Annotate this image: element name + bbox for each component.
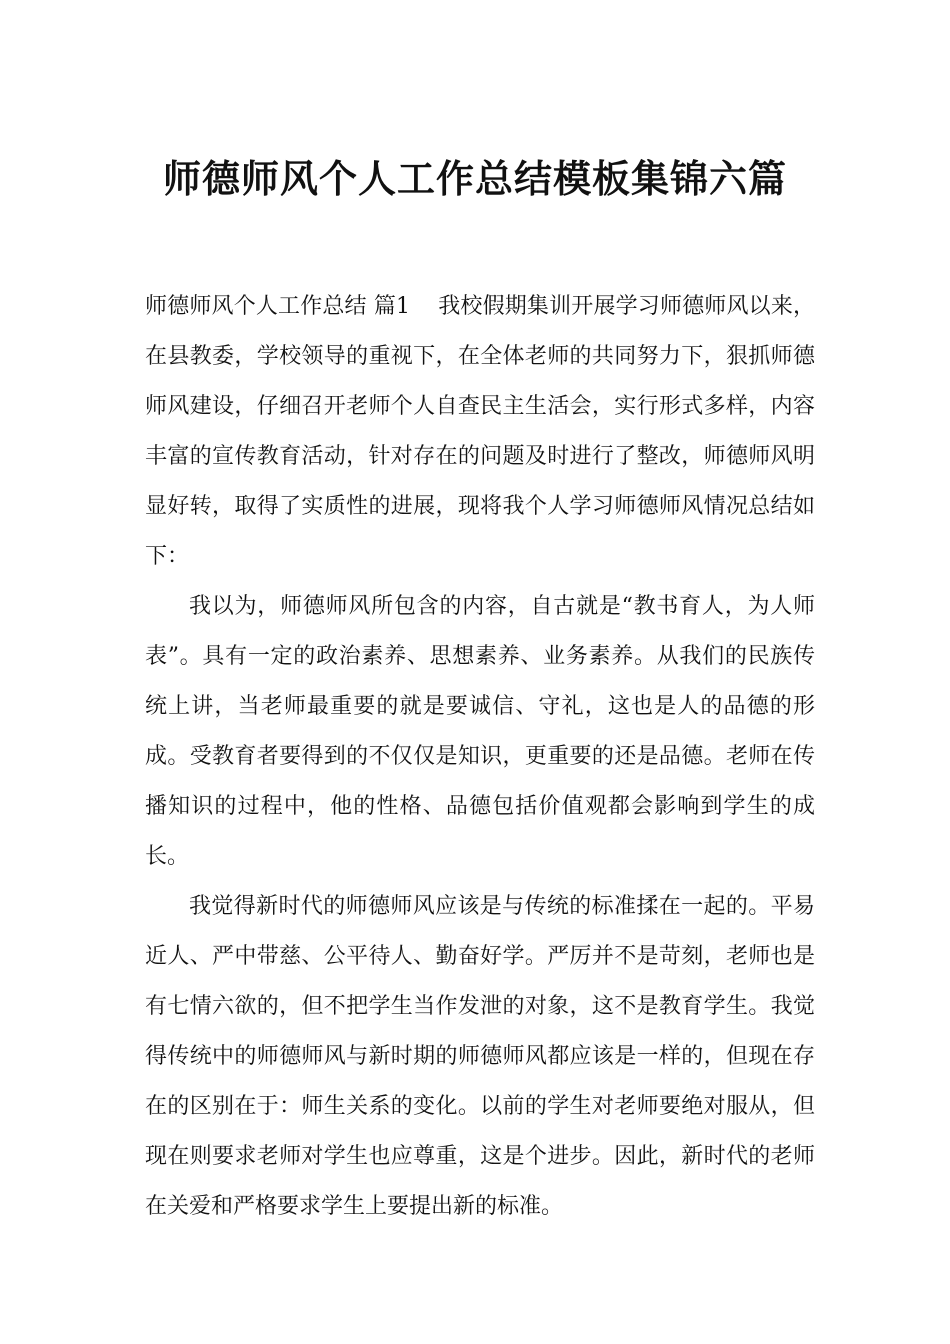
document-title: 师德师风个人工作总结模板集锦六篇 [162,157,787,202]
section-heading: 师德师风个人工作总结 篇1 [145,294,411,319]
paragraph-2: 我以为，师德师风所包含的内容，自古就是“教书育人，为人师表”。具有一定的政治素养、思想素养、业务素养。从我们的民族传统上讲，当老师最重要的就是要诚信、守礼，这也是人的品德的形成。受教育者要得到的不仅仅是知识，更重要的还是品德。老师在传播知识的过程中，他的性格、品德包括价值观都会影响到学生的成长。 [145,594,815,869]
paragraph-3: 我觉得新时代的师德师风应该是与传统的标准揉在一起的。平易近人、严中带慈、公平待人、勤奋好学。严厉并不是苛刻，老师也是有七情六欲的，但不把学生当作发泄的对象，这不是教育学生。我觉得传统中的师德师风与新时期的师德师风都应该是一样的，但现在存在的区别在于：师生关系的变化。以前的学生对老师要绝对服从，但现在则要求老师对学生也应尊重，这是个进步。因此，新时代的老师在关爱和严格要求学生上要提出新的标准。 [145,894,815,1219]
document-body [145,282,815,1232]
paragraph-1-text: 我校假期集训开展学习师德师风以来，在县教委，学校领导的重视下，在全体老师的共同努力下，狠抓师德师风建设，仔细召开老师个人自查民主生活会，实行形式多样，内容丰富的宣传教育活动，针对存在的问题及时进行了整改，师德师风明显好转，取得了实质性的进展，现将我个人学习师德师风情况总结如下： [145,294,815,569]
paragraph-1 [145,282,815,582]
